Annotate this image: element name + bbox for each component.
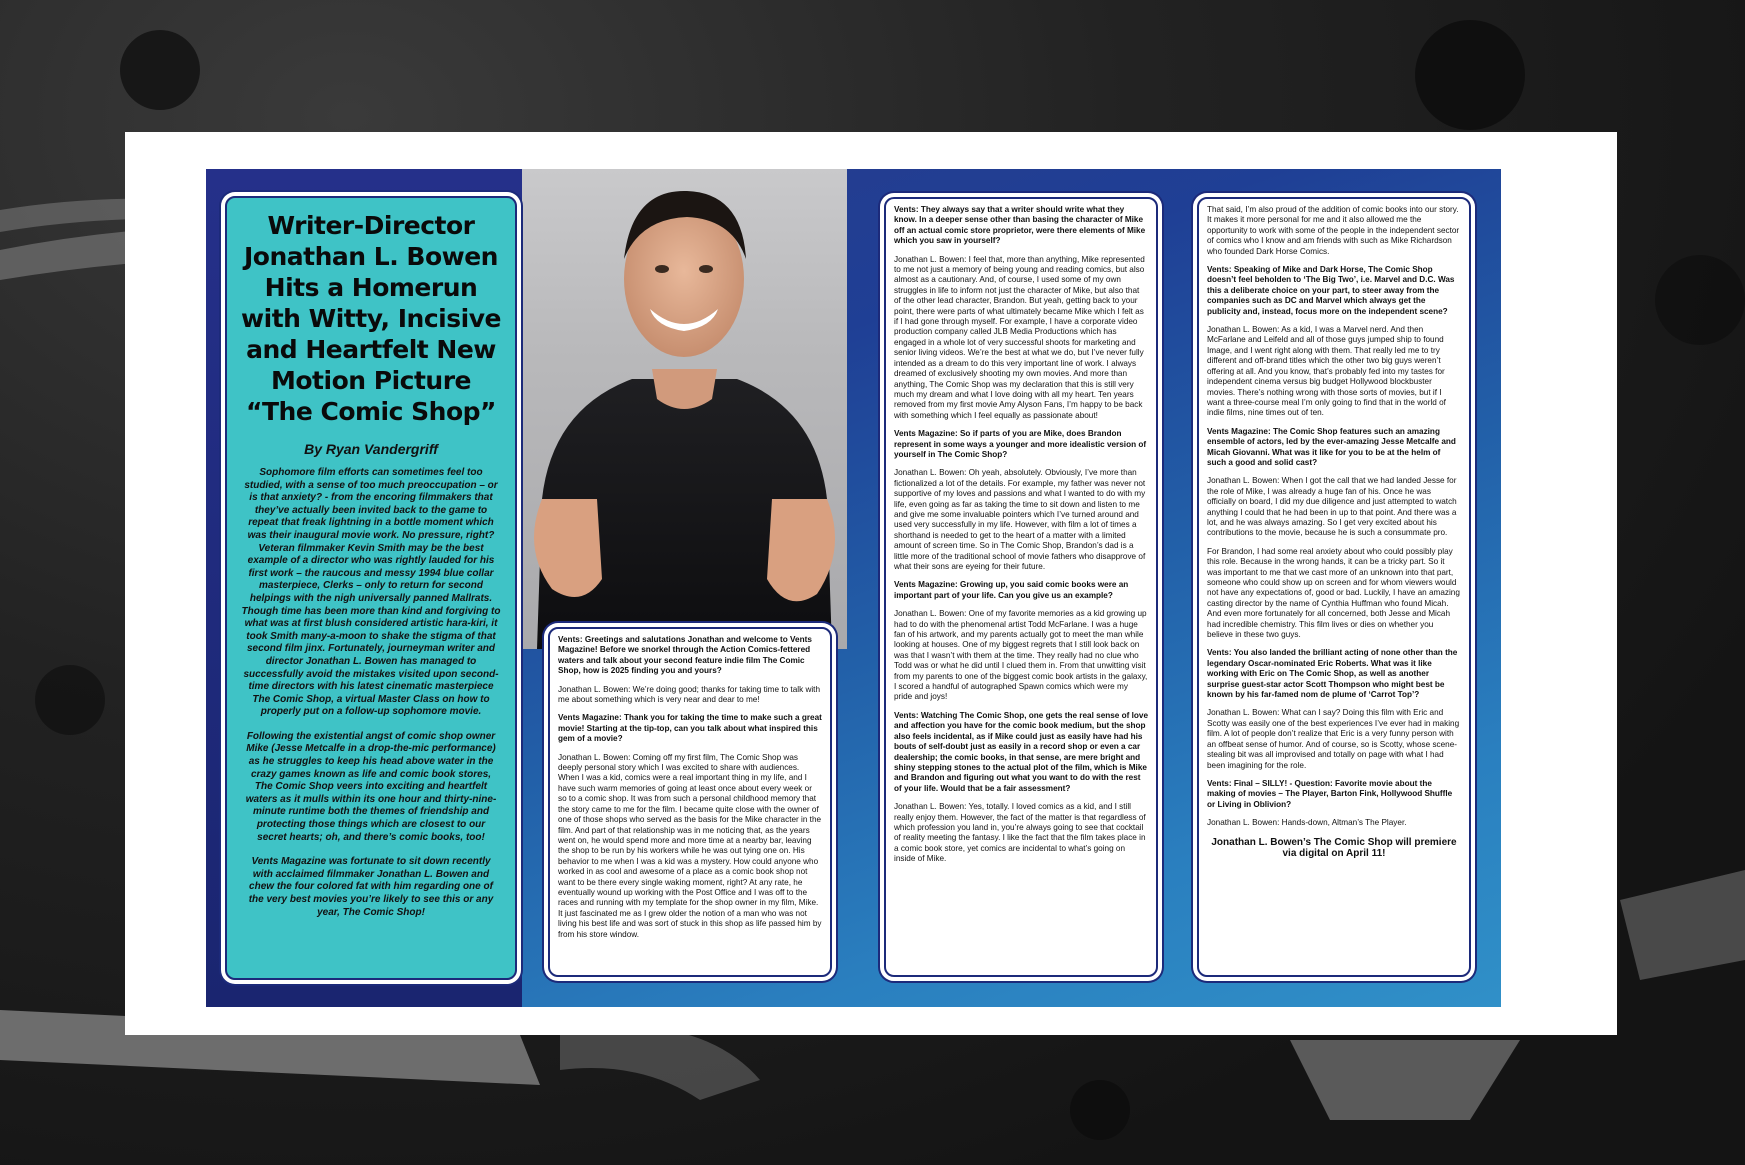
- intro-panel: [225, 196, 517, 980]
- interview-answer: Jonathan L. Bowen: What can I say? Doing this film with Eric and Scotty was easily one of the best experiences I’ve ever had in making film. A lot of people don’t realize that Eric is a very funny person with an offbeat sense of humor. And of course, so is Scotty, whose scene-stealing bit was all improvised and totally on page with what I had been imagining for the role.: [1207, 708, 1460, 770]
- intro-paragraph: Vents Magazine was fortunate to sit down recently with acclaimed filmmaker Jonathan L. Bowen and chew the four colored fat with him regarding one of the very best movies you’re likely to see this or any year, The Comic Shop!: [248, 856, 494, 918]
- interview-question: Vents: Speaking of Mike and Dark Horse, The Comic Shop doesn’t feel beholden to ‘The Big Two’, i.e. Marvel and D.C. Was this a deliberate choice on your part, to steer away from the companies such as DC and Marvel which always get the publicity and, instead, focus more on the independent scene?: [1207, 265, 1455, 316]
- interview-answer: For Brandon, I had some real anxiety about who could possibly play this role. Because in the wrong hands, it can be a tricky part. So it was important to me that we cast more of an unknown into that part, someone who could show up on screen and for whom viewers would not have any expectations of, good or bad. Luckily, I have an amazing casting director by the name of Cynthia Huffman who found Micah. And even more fortunately for all concerned, both Jesse and Micah had incredible chemistry. This film lives or dies on whether you believe in these two guys.: [1207, 546, 1460, 640]
- interview-answer: Jonathan L. Bowen: Oh yeah, absolutely. Obviously, I’ve more than fictionalized a lot of the details. For example, my father was never not supportive of my loves and passions and what I wanted to do with my life, even going as far as taking the time to sit down and listen to me and give me some invaluable pointers which I’ve turned around and used very successfully in my life. However, with film a lot of times a shorthand is needed to get to the heart of a matter with a limited amount of screen time. So in The Comic Shop, Brandon’s dad is a little more of the traditional school of movie fathers who disapprove of what their sons are eyeing for their future.: [894, 468, 1146, 571]
- interview-answer: Jonathan L. Bowen: We’re doing good; thanks for taking time to talk with me about something which is very near and dear to me!: [558, 684, 820, 705]
- article-intro: [241, 467, 501, 919]
- interview-question: Vents: Watching The Comic Shop, one gets the real sense of love and affection you have for the comic book medium, but the shop also feels incidental, as if Mike could just as easily have had his bouts of self-doubt just as easily in a record shop or even a car dealership; the comic books, in that sense, are mere bright and shiny stepping stones to the actual plot of the film, which is Mike and Brandon and figuring out what you want to do with the rest of your life. Would that be a fair assessment?: [894, 710, 1149, 793]
- interview-column-3: [1197, 197, 1471, 977]
- interview-answer: Jonathan L. Bowen: Coming off my first film, The Comic Shop was deeply personal story which I was excited to share with audiences. When I was a kid, comics were a real important thing in my life, and I have such warm memories of going at least once about every week or so to a comic shop. It was from such a personal childhood memory that the story came to me for the film. I became quite close with the owner of one of those shops who served as the basis for the Mike character in the film. And part of that relationship was in me noticing that, as the years went on, he would spend more and more time at a nearby bar, leaving the shop to be run by his workers while he was out tying one on. His behavior to me when I was a kid was a mystery. How could anyone who worked in as cool and awesome of a place as a comic book shop not want to be there every single waking moment, right? At any rate, he eventually wound up working with the Post Office and I was off to the races and running with my template for the shop owner in my film, Mike. It just fascinated me as I grew older the notion of a man who was not living his best life and was sort of stuck in this shop as life passed him by from his store window.: [558, 752, 822, 939]
- premiere-announcement: Jonathan L. Bowen’s The Comic Shop will premiere via digital on April 11!: [1211, 836, 1457, 860]
- interview-answer: Jonathan L. Bowen: One of my favorite memories as a kid growing up had to do with the phenomenal artist Todd McFarlane. I was a huge fan of his artwork, and my parents actually got to meet the man while looking at houses. One of my biggest regrets that I still look back on was that I wasn’t with them at the time. They really had no clue who Todd was or what he did until I clued them in. From that unwitting visit from my parents to one of the biggest comic book artists in the galaxy, I scored a handful of autographed Spawn comics which were my pride and joys!: [894, 609, 1148, 702]
- intro-paragraph: Sophomore film efforts can sometimes feel too studied, with a sense of too much preoccupation – or is that anxiety? - from the encoring filmmakers that they’ve actually been invited back to the game to repeat that freak lightning in a bottle moment which was their inaugural movie work. No pressure, right? Veteran filmmaker Kevin Smith may be the best example of a director who was rightly lauded for his first work – the raucous and messy 1994 blue collar masterpiece, Clerks – only to return for second helpings with the nigh universally panned Mallrats. Though time has been more than kind and forgiving to what was at first blush considered artistic hara-kiri, it took Smith many-a-moon to shake the stigma of that second film jinx. Fortunately, journeyman writer and director Jonathan L. Bowen has managed to successfully avoid the mistakes visited upon second-time directors with his latest cinematic masterpiece The Comic Shop, a virtual Master Class on how to properly put on a follow-up sophomore movie.: [241, 467, 501, 718]
- article-byline: By Ryan Vandergriff: [304, 441, 438, 457]
- interview-answer: Jonathan L. Bowen: I feel that, more than anything, Mike represented to me not just a memory of being young and reading comics, but also almost as a cautionary. And, of course, I used some of my own struggles in life to inform not just the character of Mike, but also that of the other lead character, Brandon. But yeah, getting back to your point, there were parts of what ultimately became Mike which I felt as if I had gone through myself. For example, I have a corporate video production company called JLB Media Productions which has engaged in a whole lot of very successful shoots for marketing and senior living videos. We’re the best at what we do, but I’ve never fully intended as a dream to do this very important line of work. I always dreamed of exclusively shooting my own movies. And more than anything, The Comic Shop was my declaration that this is still very much my dream and what I love doing with all my heart. Ten years removed from my first movie Amy Alyson Fans, I’m happy to be back with something which I feel equally as passionate about!: [894, 254, 1145, 420]
- interview-answer: Jonathan L. Bowen: When I got the call that we had landed Jesse for the role of Mike, I was already a huge fan of his. Once he was officially on board, I did my due diligence and just attempted to watch anything I could that he had been in up to that point. And there was a lot, and he was always amazing. So I get very excited about his contributions to the movie, because he is such a consummate pro.: [1207, 476, 1457, 538]
- interview-question: Vents Magazine: So if parts of you are Mike, does Brandon represent in some ways a younger and more idealistic version of yourself in The Comic Shop?: [894, 429, 1147, 459]
- portrait-photo: [522, 169, 847, 649]
- intro-paragraph: Following the existential angst of comic shop owner Mike (Jesse Metcalfe in a drop-the-mic performance) as he struggles to keep his head above water in the crazy games known as life and comic book stores, The Comic Shop veers into exciting and heartfelt waters as it mulls within its one hour and thirty-nine-minute runtime both the themes of friendship and protecting those things which are closest to our secret hearts; oh, and there’s comic books, too!: [245, 730, 497, 843]
- interview-column-1: [548, 627, 832, 977]
- interview-answer: Jonathan L. Bowen: Yes, totally. I loved comics as a kid, and I still really enjoy them. However, the fact of the matter is that regardless of which profession you land in, you’re always going to see that cocktail of reality meeting the fantasy. I like the fact that the film takes place in a comic book store, yet comics are incidental to what’s going on inside of Mike.: [894, 802, 1146, 864]
- interview-question: Vents: Greetings and salutations Jonathan and welcome to Vents Magazine! Before we snorkel through the Action Comics-fettered waters and talk about your second feature indie film The Comic Shop, how is 2025 finding you and yours?: [558, 635, 812, 676]
- interview-answer: Jonathan L. Bowen: As a kid, I was a Marvel nerd. And then McFarlane and Leifeld and all of those guys jumped ship to found Image, and I went right along with them. That really led me to try different and off-brand titles which the other two big guys weren’t offering at all. And you know, that’s probably fed into my tastes for independent cinema versus big budget Hollywood blockbuster movies. There’s nothing wrong with those sorts of movies, but if I want a three-course meal I’m only going to find that in the world of indie films, nine times out of ten.: [1207, 325, 1446, 418]
- interview-answer: That said, I’m also proud of the addition of comic books into our story. It makes it more personal for me and it also allowed me the opportunity to work with some of the people in the independent sector of comics who I know and am friends with such as Mike Richardson who founded Dark Horse Comics.: [1207, 205, 1460, 256]
- interview-question: Vents: They always say that a writer should write what they know. In a deeper sense other than basing the character of Mike off an actual comic store proprietor, were there elements of Mike which you saw in yourself?: [894, 205, 1146, 246]
- interview-question: Vents: You also landed the brilliant acting of none other than the legendary Oscar-nominated Eric Roberts. What was it like working with Eric on The Comic Shop, as well as another surprise guest-star actor Scott Thompson who might best be known by his far-famed nom de plume of ‘Carrot Top’?: [1207, 648, 1458, 700]
- interview-answer: Jonathan L. Bowen: Hands-down, Altman’s The Player.: [1207, 818, 1407, 828]
- portrait-illustration: [522, 169, 847, 649]
- interview-question: Vents: Final – SILLY! - Question: Favorite movie about the making of movies – The Player, Barton Fink, Hollywood Shuffle or Living in Oblivion?: [1207, 778, 1453, 809]
- interview-question: Vents Magazine: The Comic Shop features such an amazing ensemble of actors, led by the ever-amazing Jesse Metcalfe and Micah Giovanni. What was it like for you to be at the helm of such a good and solid cast?: [1207, 426, 1456, 467]
- interview-question: Vents Magazine: Growing up, you said comic books were an important part of your life. Can you give us an example?: [894, 580, 1129, 600]
- interview-column-2: [884, 197, 1158, 977]
- article-headline: Writer-Director Jonathan L. Bowen Hits a Homerun with Witty, Incisive and Heartfelt New Motion Picture “The Comic Shop”: [241, 211, 501, 426]
- interview-question: Vents Magazine: Thank you for taking the time to make such a great movie! Starting at the tip-top, can you talk about what inspired this gem of a movie?: [558, 713, 822, 744]
